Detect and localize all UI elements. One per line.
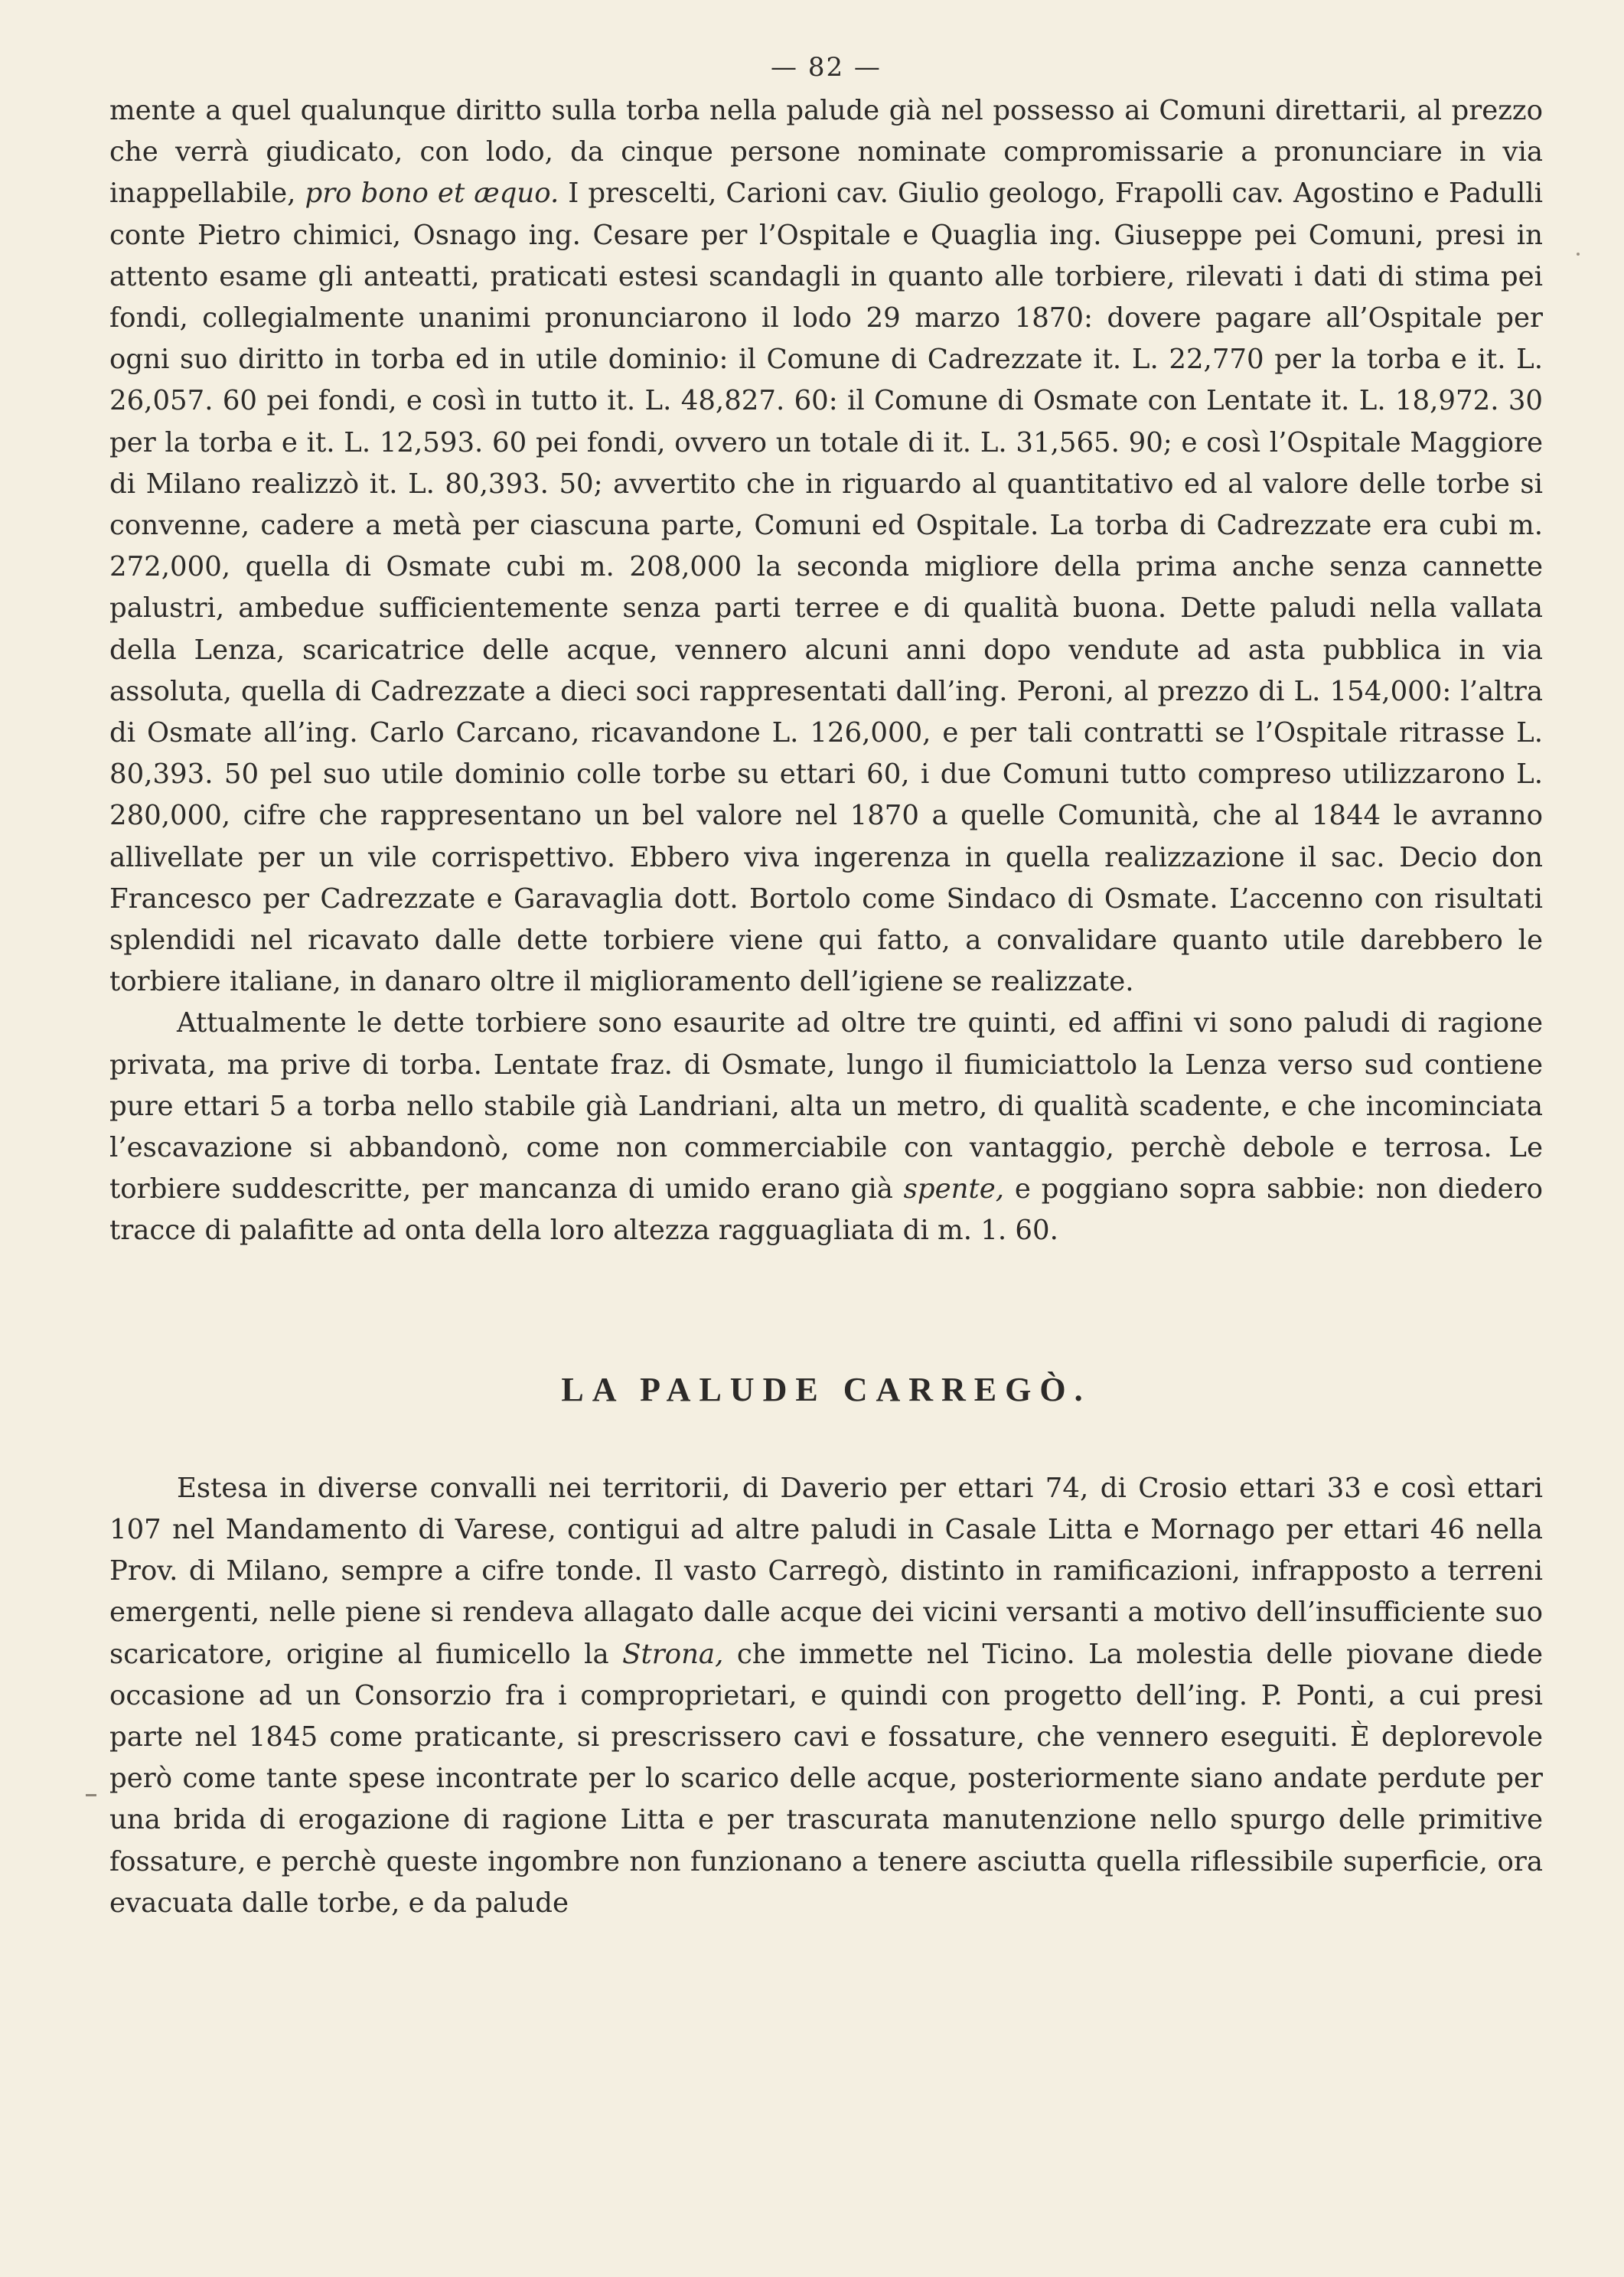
paragraph-palude-carrego — [109, 1468, 1543, 1924]
page-number: — 82 — — [771, 52, 882, 83]
paragraph-text: Attualmente le dette torbiere sono esaurite ad oltre tre quinti, ed affini vi sono paludi di ragione privata, ma prive di torba. Lentate fraz. di Osmate, lungo il fiumiciattolo la Lenza verso sud contiene pure ettari 5 a torba nello stabile già Landriani, alta un metro, di qualità scadente, e che incominciata l’escavazione si abbandonò, come non commerciabile con vantaggio, perchè debole e terrosa. Le torbiere suddescritte, per mancanza di umido erano già — [109, 1007, 1543, 1205]
paragraph-torbiere-esaurite — [109, 1003, 1543, 1251]
latin-phrase: pro bono et æquo. — [305, 178, 559, 210]
paper-speck — [1577, 253, 1580, 256]
paragraph-text: e poggiano sopra sabbie: non diedero tracce di palafitte ad onta della loro altezza ragguagliata di m. 1. 60. — [109, 1173, 1543, 1247]
margin-dash-mark — [86, 1794, 96, 1796]
paragraph-torbiere-lodo — [109, 90, 1543, 1003]
section-title: LA PALUDE CARREGÒ. — [561, 1370, 1091, 1408]
paragraph-text: mente a quel qualunque diritto sulla torba nella palude già nel possesso ai Comuni direttarii, al prezzo che verrà giudicato, con lodo, da cinque persone nominate compromissarie a pronunciare in via inappellabile, — [109, 95, 1543, 210]
italic-word: spente, — [903, 1173, 1005, 1205]
paragraph-text: I prescelti, Carioni cav. Giulio geologo, Frapolli cav. Agostino e Padulli conte Pietro chimici, Osnago ing. Cesare per l’Ospitale e Quaglia ing. Giuseppe pei Comuni, presi in attento esame gli anteatti, praticati estesi scandagli in quanto alle torbiere, rilevati i dati di stima pei fondi, collegialmente unanimi pronunciarono il lodo 29 marzo 1870: dovere pagare all’Ospitale per ogni suo diritto in torba ed in utile dominio: il Comune di Cadrezzate it. L. 22,770 per la torba e it. L. 26,057. 60 pei fondi, e così in tutto it. L. 48,827. 60: il Comune di Osmate con Lentate it. L. 18,972. 30 per la torba e it. L. 12,593. 60 pei fondi, ovvero un totale di it. L. 31,565. 90; e così l’Ospitale Maggiore di Milano realizzò it. L. 80,393. 50; avvertito che in riguardo al quantitativo ed al valore delle torbe si convenne, cadere a metà per ciascuna parte, Comuni ed Ospitale. La torba di Cadrezzate era cubi m. 272,000, quella di Osmate cubi m. 208,000 la seconda migliore della prima anche senza cannette palustri, ambedue sufficientemente senza parti terree e di qualità buona. Dette paludi nella vallata della Lenza, scaricatrice delle acque, vennero alcuni anni dopo vendute ad asta pubblica in via assoluta, quella di Cadrezzate a dieci soci rappresentati dall’ing. Peroni, al prezzo di L. 154,000: l’altra di Osmate all’ing. Carlo Carcano, ricavandone L. 126,000, e per tali contratti se l’Ospitale ritrasse L. 80,393. 50 pel suo utile dominio colle torbe su ettari 60, i due Comuni tutto compreso utilizzarono L. 280,000, cifre che rappresentano un bel valore nel 1870 a quelle Comunità, che al 1844 le avranno allivellate per un vile corrispettivo. Ebbero viva ingerenza in quella realizzazione il sac. Decio don Francesco per Cadrezzate e Garavaglia dott. Bortolo come Sindaco di Osmate. L’accenno con risultati splendidi nel ricavato dalle dette torbiere viene qui fatto, a convalidare quanto utile darebbero le torbiere italiane, in danaro oltre il miglioramento dell’igiene se realizzate. — [109, 178, 1543, 998]
paragraph-text: Estesa in diverse convalli nei territorii, di Daverio per ettari 74, di Crosio ettari 33 e così ettari 107 nel Mandamento di Varese, contigui ad altre paludi in Casale Litta e Mornago per ettari 46 nella Prov. di Milano, sempre a cifre tonde. Il vasto Carregò, distinto in ramificazioni, infrapposto a terreni emergenti, nelle piene si rendeva allagato dalle acque dei vicini versanti a motivo dell’insufficiente suo scaricatore, origine al fiumicello la — [109, 1472, 1543, 1670]
paragraph-text: che immette nel Ticino. La molestia delle piovane diede occasione ad un Consorzio fra i comproprietari, e quindi con progetto dell’ing. P. Ponti, a cui presi parte nel 1845 come praticante, si prescrissero cavi e fossature, che vennero eseguiti. È deplorevole però come tante spese incontrate per lo scarico delle acque, posteriormente siano andate perdute per una brida di erogazione di ragione Litta e per trascurata manutenzione nello spurgo delle primitive fossature, e perchè queste ingombre non funzionano a tenere asciutta quella riflessibile superficie, ora evacuata dalle torbe, e da palude — [109, 1638, 1543, 1919]
river-name: Strona, — [622, 1638, 724, 1670]
book-page — [109, 51, 1543, 1924]
